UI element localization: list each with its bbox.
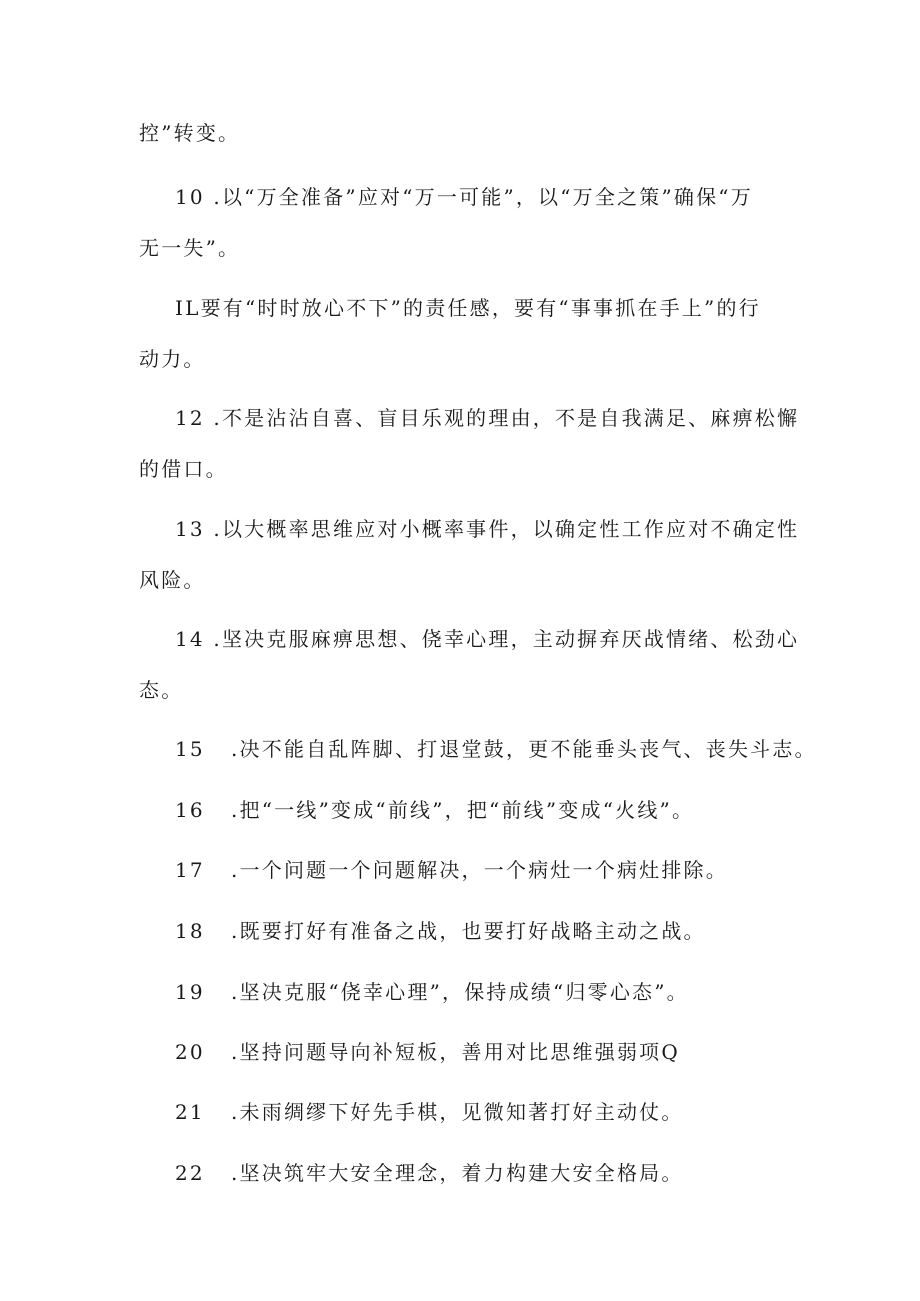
text-line: 态。: [139, 678, 184, 702]
text-line: 14 .坚决克服麻痹思想、侥幸心理，主动摒弃厌战情绪、松劲心: [175, 627, 800, 651]
text-line: 10 .以“万全准备”应对“万一可能”，以“万全之策”确保“万: [175, 185, 753, 209]
list-item: [175, 978, 689, 1006]
item-text: .把“一线”变成“前线”，把“前线”变成“火线”。: [231, 798, 695, 822]
text-line: 风险。: [139, 568, 206, 592]
item-text: .坚决筑牢大安全理念，着力构建大安全格局。: [231, 1161, 684, 1185]
item-number: 17: [175, 858, 205, 882]
list-item: [175, 796, 694, 824]
item-text: .坚决克服“侥幸心理”，保持成绩“归零心态”。: [231, 980, 689, 1004]
item-number: 21: [175, 1100, 205, 1124]
item-text: .决不能自乱阵脚、打退堂鼓，更不能垂头丧气、丧失斗志。: [231, 737, 817, 761]
list-item: [175, 735, 817, 763]
item-text: .坚持问题导向补短板，善用对比思维强弱项Q: [231, 1040, 680, 1064]
list-item: [175, 1159, 684, 1187]
list-item: [175, 856, 728, 884]
item-text: .既要打好有准备之战，也要打好战略主动之战。: [231, 919, 706, 943]
text-line: 的借口。: [139, 457, 228, 481]
item-number: 18: [175, 919, 205, 943]
item-number: 15: [175, 737, 205, 761]
item-number: 20: [175, 1040, 205, 1064]
list-item: [175, 1098, 684, 1126]
list-item: [175, 1038, 680, 1066]
list-item: [175, 917, 706, 945]
item-number: 19: [175, 980, 205, 1004]
text-line: 控”转变。: [139, 121, 241, 145]
text-line: IL要有“时时放心不下”的责任感，要有“事事抓在手上”的行: [175, 296, 761, 320]
text-line: 12 .不是沾沾自喜、盲目乐观的理由，不是自我满足、麻痹松懈: [175, 406, 800, 430]
item-text: .未雨绸缪下好先手棋，见微知著打好主动仗。: [231, 1100, 684, 1124]
item-number: 22: [175, 1161, 205, 1185]
item-number: 16: [175, 798, 205, 822]
text-line: 13 .以大概率思维应对小概率事件，以确定性工作应对不确定性: [175, 517, 800, 541]
text-line: 无一失”。: [139, 236, 241, 260]
text-line: 动力。: [139, 347, 206, 371]
item-text: .一个问题一个问题解决，一个病灶一个病灶排除。: [231, 858, 728, 882]
